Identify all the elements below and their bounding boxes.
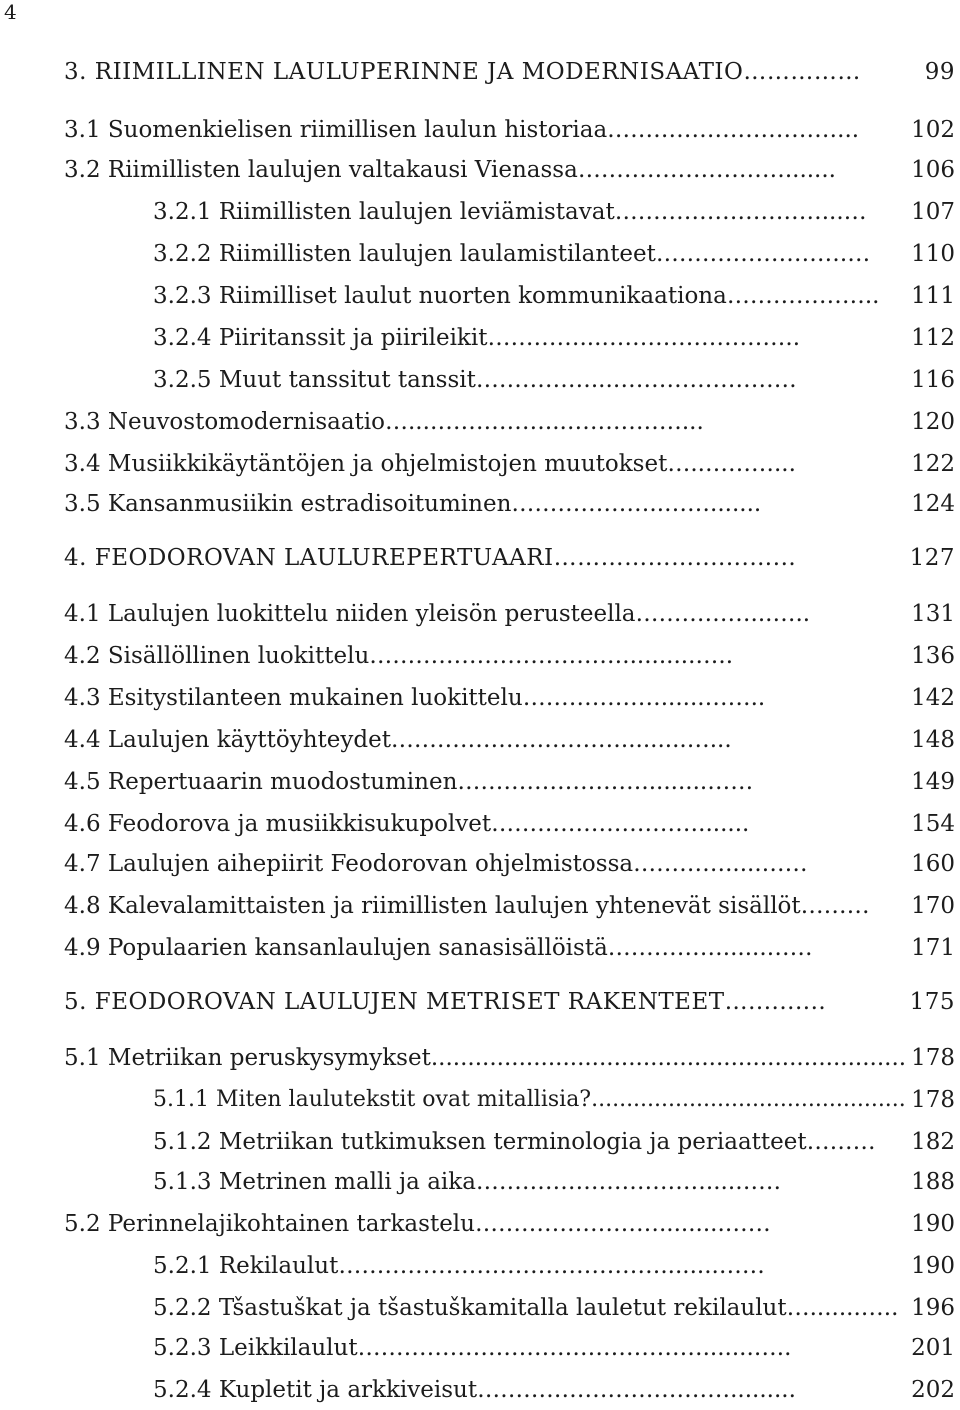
toc-entry — [0, 638, 960, 674]
toc-entry-page: 124 — [911, 491, 955, 517]
toc-entry-text: 3.2.2 Riimillisten laulujen laulamistilanteet…………………….… — [153, 241, 871, 267]
toc-entry-page: 127 — [909, 545, 955, 571]
toc-entry — [0, 764, 960, 800]
toc-entry — [0, 194, 960, 230]
toc-entry-text: 3.2.3 Riimilliset laulut nuorten kommunikaationa……………….. — [153, 283, 880, 309]
toc-entry-page: 106 — [911, 157, 955, 183]
toc-entry-text: 4.9 Populaarien kansanlaulujen sanasisällöistä……………......…… — [64, 935, 813, 961]
toc-entry-text: 3.2.4 Piiritanssit ja piirileikit…………...…………………….. — [153, 325, 801, 351]
toc-entry — [0, 596, 960, 632]
toc-entry-text: 4.4 Laulujen käyttöyhteydet………………………….........…... — [64, 727, 732, 753]
toc-entry-text: 4.3 Esitystilanteen mukainen luokittelu………………......…….. — [64, 685, 766, 711]
toc-entry — [0, 1290, 960, 1326]
toc-entry-text: 3.5 Kansanmusiikin estradisoituminen………………..……....... — [64, 491, 762, 517]
toc-entry-page: 154 — [911, 811, 955, 837]
toc-entry-page: 99 — [924, 59, 955, 85]
toc-entry-text: 5.1 Metriikan peruskysymykset................................................................. — [64, 1045, 907, 1071]
toc-entry-page: 196 — [911, 1295, 955, 1321]
toc-entry — [0, 404, 960, 440]
toc-entry — [0, 846, 960, 882]
toc-entry — [0, 984, 960, 1020]
toc-entry-text: 3.1 Suomenkielisen riimillisen laulun historiaa…………………………... — [64, 117, 860, 143]
toc-entry-text: 4.1 Laulujen luokittelu niiden yleisön perusteella……………...….. — [64, 601, 811, 627]
toc-entry-page: 131 — [911, 601, 955, 627]
toc-entry-page: 110 — [911, 241, 955, 267]
toc-entry-text: 5.2.1 Rekilaulut……………………………………........…… — [153, 1253, 765, 1279]
toc-entry-text: 5.2.4 Kupletit ja arkkiveisut……………………………......... — [153, 1377, 796, 1403]
toc-entry-text: 3.2 Riimillisten laulujen valtakausi Vienassa………………………....... — [64, 157, 836, 183]
toc-entry — [0, 362, 960, 398]
toc-entry — [0, 806, 960, 842]
toc-entry-text: 4.8 Kalevalamittaisten ja riimillisten laulujen yhtenevät sisällöt……… — [64, 893, 870, 919]
toc-entry-page: 175 — [909, 989, 955, 1015]
toc-entry — [0, 112, 960, 148]
toc-entry — [0, 486, 960, 522]
toc-entry-text: 3. RIIMILLINEN LAULUPERINNE JA MODERNISAATIO…………… — [64, 59, 861, 85]
toc-entry-text: 5.1.3 Metrinen malli ja aika…………………………....…… — [153, 1169, 782, 1195]
toc-entry-page: 190 — [911, 1211, 955, 1237]
toc-entry — [0, 888, 960, 924]
toc-entry — [0, 930, 960, 966]
toc-entry — [0, 446, 960, 482]
toc-entry — [0, 540, 960, 576]
toc-entry-text: 4.2 Sisällöllinen luokittelu……………………………..........….. — [64, 643, 733, 669]
toc-entry-page: 170 — [911, 893, 955, 919]
toc-entry-page: 188 — [911, 1169, 955, 1195]
toc-entry-text: 5.1.1 Miten laulutekstit ovat mitallisia?............................................. — [153, 1087, 906, 1112]
toc-entry — [0, 680, 960, 716]
toc-entry-page: 120 — [911, 409, 955, 435]
toc-entry-text: 5.1.2 Metriikan tutkimuksen terminologia ja periaatteet……… — [153, 1129, 876, 1155]
toc-entry-text: 5.2.2 Tšastuškat ja tšastuškamitalla lauletut rekilaulut….......….. — [153, 1295, 899, 1321]
toc-entry-text: 4.7 Laulujen aihepiirit Feodorovan ohjelmistossa………….....…… — [64, 851, 808, 877]
toc-entry-page: 202 — [911, 1377, 955, 1403]
toc-entry-page: 142 — [911, 685, 955, 711]
toc-entry — [0, 1372, 960, 1408]
toc-entry — [0, 236, 960, 272]
toc-entry-page: 178 — [911, 1087, 955, 1113]
toc-entry-text: 5.2.3 Leikkilaulut……………………………………….......….. — [153, 1335, 792, 1361]
toc-entry-text: 4.5 Repertuaarin muodostuminen…………………….........…… — [64, 769, 754, 795]
toc-entry — [0, 1082, 960, 1118]
toc-entry — [0, 320, 960, 356]
toc-entry — [0, 1124, 960, 1160]
toc-entry-text: 3.2.1 Riimillisten laulujen leviämistavat………………………...… — [153, 199, 867, 225]
toc-entry-text: 4.6 Feodorova ja musiikkisukupolvet………………………....... — [64, 811, 750, 837]
toc-entry-page: 122 — [911, 451, 955, 477]
toc-entry — [0, 152, 960, 188]
toc-entry-text: 5.2 Perinnelajikohtainen tarkastelu…………………….........…… — [64, 1211, 771, 1237]
toc-entry — [0, 278, 960, 314]
page-number: 4 — [4, 0, 17, 24]
toc-entry-page: 178 — [911, 1045, 955, 1071]
toc-entry — [0, 722, 960, 758]
toc-entry-text: 3.4 Musiikkikäytäntöjen ja ohjelmistojen muutokset…..………... — [64, 451, 796, 477]
toc-entry-page: 201 — [911, 1335, 955, 1361]
toc-entry-text: 5. FEODOROVAN LAULUJEN METRISET RAKENTEET….......... — [64, 989, 827, 1015]
toc-entry-page: 102 — [911, 117, 955, 143]
toc-entry-page: 171 — [911, 935, 955, 961]
toc-entry-page: 148 — [911, 727, 955, 753]
toc-entry — [0, 1164, 960, 1200]
toc-entry — [0, 54, 960, 90]
toc-entry-page: 160 — [911, 851, 955, 877]
toc-entry — [0, 1248, 960, 1284]
toc-entry-text: 3.3 Neuvostomodernisaatio…...……………...……………... — [64, 409, 704, 435]
toc-entry-page: 107 — [911, 199, 955, 225]
toc-entry-page: 111 — [911, 283, 955, 309]
toc-entry — [0, 1040, 960, 1076]
toc-entry — [0, 1330, 960, 1366]
toc-entry-page: 190 — [911, 1253, 955, 1279]
toc-entry — [0, 1206, 960, 1242]
toc-entry-page: 136 — [911, 643, 955, 669]
toc-entry-page: 116 — [911, 367, 955, 393]
toc-entry-text: 3.2.5 Muut tanssitut tanssit……………...…………………… — [153, 367, 797, 393]
toc-entry-page: 182 — [911, 1129, 955, 1155]
toc-entry-page: 149 — [911, 769, 955, 795]
toc-entry-page: 112 — [911, 325, 955, 351]
toc-entry-text: 4. FEODOROVAN LAULUREPERTUAARI……………….......…... — [64, 545, 797, 571]
